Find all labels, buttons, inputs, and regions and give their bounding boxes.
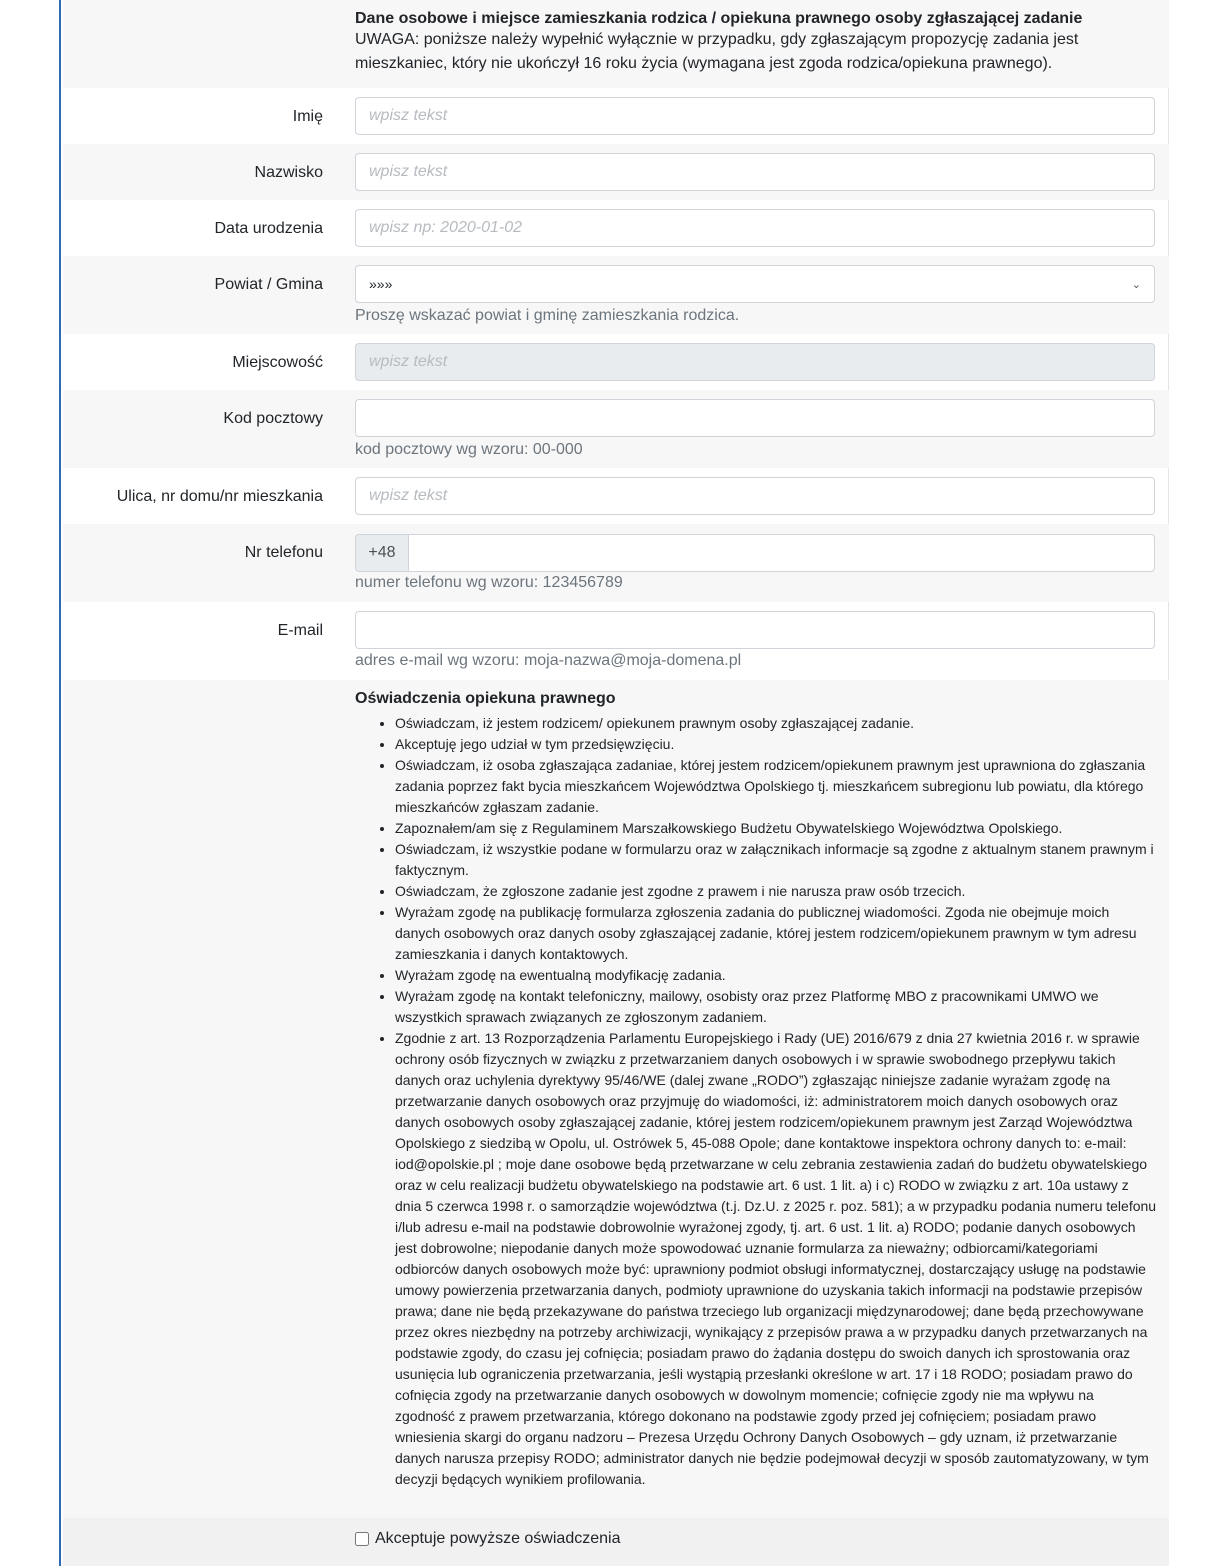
town-label: Miejscowość	[232, 354, 323, 371]
phone-label: Nr telefonu	[244, 544, 323, 561]
declaration-item: • Zgodnie z art. 13 Rozporządzenia Parlamentu Europejskiego i Rady (UE) 2016/679 z dnia 27 kwietnia 2016 r. w sprawie ochrony osób fizycznych w związku z przetwarzaniem danych osobowych i w sprawie swobodnego przepływu takich danych oraz uchylenia dyrektywy 95/46/WE (dalej zwane „RODO”) zgłaszając niniejsze zadanie wyrażam zgodę na przetwarzanie danych osobowych oraz przyjmuję do wiadomości, iż: administratorem moich danych osobowych oraz danych osobowych osoby zgłaszającej zadanie, której jestem rodzicem/opiekunem prawnym jest Zarząd Województwa Opolskiego z siedzibą w Opolu, ul. Ostrówek 5, 45-088 Opole; dane kontaktowe inspektora ochrony danych to: e-mail: iod@opolskie.pl ; moje dane osobowe będą przetwarzane w celu zebrania zestawienia zadań do budżetu obywatelskiego oraz w celu realizacji budżetu obywatelskiego na podstawie art. 6 ust. 1 lit. a) i c) RODO w związku z art. 10a ustawy z dnia 5 czerwca 1998 r. o samorządzie województwa (t.j. Dz.U. z 2025 r. poz. 581); a w przypadku podania numeru telefonu i/lub adresu e-mail na podstawie dobrowolnie wyrażonej zgody, tj. art. 6 ust. 1 lit. a) RODO; podanie danych osobowych jest dobrowolne; niepodanie danych może spowodować uznanie formularza za nieważny; odbiorcami/kategoriami odbiorców danych osobowych może być: uprawniony podmiot obsługi informatycznej, dostarczający usługę na podstawie umowy powierzenia przetwarzania danych, podmioty uprawnione do uzyskania takich informacji na podstawie przepisów prawa; dane nie będą przekazywane do państwa trzeciego lub organizacji międzynarodowej; dane będą przechowywane przez okres niezbędny na potrzeby archiwizacji, wynikający z przepisów prawa a w przypadku danych przetwarzanych na podstawie zgody, do czasu jej cofnięcia; posiadam prawo do żądania dostępu do swoich danych ich sprostowania oraz usunięcia lub ograniczenia przetwarzania, jeśli wystąpią przesłanki określone w art. 17 i 18 RODO; posiadam prawo do cofnięcia zgody na przetwarzanie danych osobowych w dowolnym momencie; cofnięcie zgody nie ma wpływu na zgodność z prawem przetwarzania, którego dokonano na podstawie zgody przed jej cofnięciem; posiadam prawo wniesienia skargi do organu nadzoru – Prezesa Urzędu Ochrony Danych Osobowych – gdy uznam, iż przetwarzanie danych narusza przepisy RODO; administrator danych nie będzie podejmował decyzji w sposób zautomatyzowany, w tym decyzji będących wynikiem profilowania.	[395, 1028, 1157, 1490]
district-select[interactable]	[355, 265, 1155, 303]
accept-declarations[interactable]	[355, 1530, 620, 1548]
declaration-item: • Oświadczam, iż jestem rodzicem/ opiekunem prawnym osoby zgłaszającej zadanie.	[395, 713, 1157, 734]
declaration-item: • Oświadczam, że zgłoszone zadanie jest zgodne z prawem i nie narusza praw osób trzecich.	[395, 881, 1157, 902]
declaration-item: • Wyrażam zgodę na kontakt telefoniczny, mailowy, osobisty oraz przez Platformę MBO z pracownikami UMWO we wszystkich sprawach związanych ze zgłoszonym zadaniem.	[395, 986, 1157, 1028]
street-row	[63, 468, 1169, 524]
town-input[interactable]	[355, 343, 1155, 381]
declarations-list	[355, 713, 1157, 1490]
declaration-item: • Akceptuję jego udział w tym przedsięwzięciu.	[395, 734, 1157, 755]
street-input[interactable]	[355, 477, 1155, 515]
last-name-input[interactable]	[355, 153, 1155, 191]
first-name-input[interactable]	[355, 97, 1155, 135]
email-label: E-mail	[277, 622, 323, 639]
section-title: Dane osobowe i miejsce zamieszkania rodzica / opiekuna prawnego osoby zgłaszającej zadanie	[355, 10, 1083, 27]
declaration-item: • Wyrażam zgodę na publikację formularza zgłoszenia zadania do publicznej wiadomości. Zgoda nie obejmuje moich danych osobowych oraz danych osoby zgłaszającej zadanie, której jestem rodzicem/opiekunem prawnym w tym adresu zamieszkania i danych kontaktowych.	[395, 902, 1157, 965]
postal-code-row	[63, 390, 1169, 468]
accept-checkbox[interactable]	[355, 1532, 369, 1546]
accept-row	[63, 1518, 1169, 1566]
email-input[interactable]	[355, 611, 1155, 649]
postal-code-label: Kod pocztowy	[223, 410, 323, 427]
last-name-label: Nazwisko	[254, 164, 323, 181]
postal-code-help: kod pocztowy wg wzoru: 00-000	[355, 441, 583, 458]
email-row	[63, 602, 1169, 680]
street-label: Ulica, nr domu/nr mieszkania	[116, 488, 323, 505]
accept-label: Akceptuje powyższe oświadczenia	[375, 1530, 621, 1547]
first-name-label: Imię	[292, 108, 323, 125]
section-notice: UWAGA: poniższe należy wypełnić wyłącznie w przypadku, gdy zgłaszającym propozycję zadania jest mieszkaniec, który nie ukończył 16 roku życia (wymagana jest zgoda rodzica/opiekuna prawnego).	[355, 31, 1079, 72]
postal-code-input[interactable]	[355, 399, 1155, 437]
declaration-item: • Oświadczam, iż osoba zgłaszająca zadaniae, której jestem rodzicem/opiekunem prawnym jest uprawniona do zgłaszania zadania poprzez fakt bycia mieszkańcem Województwa Opolskiego tj. mieszkańcem subregionu lub powiatu, dla którego mieszkańców zgłaszam zadanie.	[395, 755, 1157, 818]
email-help: adres e-mail wg wzoru: moja-nazwa@moja-domena.pl	[355, 652, 742, 669]
phone-input[interactable]	[408, 534, 1155, 572]
last-name-row	[63, 144, 1169, 200]
district-label: Powiat / Gmina	[214, 276, 323, 293]
phone-prefix: +48	[355, 534, 408, 572]
chevron-down-icon: ⌄	[1131, 278, 1141, 291]
declarations-section	[63, 680, 1169, 1518]
birth-date-input[interactable]	[355, 209, 1155, 247]
phone-row	[63, 524, 1169, 602]
district-help: Proszę wskazać powiat i gminę zamieszkania rodzica.	[355, 307, 740, 324]
district-selected-value: »»»	[369, 276, 393, 292]
phone-help: numer telefonu wg wzoru: 123456789	[355, 574, 623, 591]
first-name-row	[63, 88, 1169, 144]
declaration-item: • Oświadczam, iż wszystkie podane w formularzu oraz w załącznikach informacje są zgodne z aktualnym stanem prawnym i faktycznym.	[395, 839, 1157, 881]
declaration-item: • Zapoznałem/am się z Regulaminem Marszałkowskiego Budżetu Obywatelskiego Województwa Opolskiego.	[395, 818, 1157, 839]
district-row	[63, 256, 1169, 334]
birth-date-row	[63, 200, 1169, 256]
declaration-item: • Wyrażam zgodę na ewentualną modyfikację zadania.	[395, 965, 1157, 986]
birth-date-label: Data urodzenia	[214, 220, 323, 237]
town-row	[63, 334, 1169, 390]
form-container	[59, 0, 1169, 1566]
declarations-title: Oświadczenia opiekuna prawnego	[355, 690, 616, 707]
parent-section-header	[63, 0, 1169, 88]
